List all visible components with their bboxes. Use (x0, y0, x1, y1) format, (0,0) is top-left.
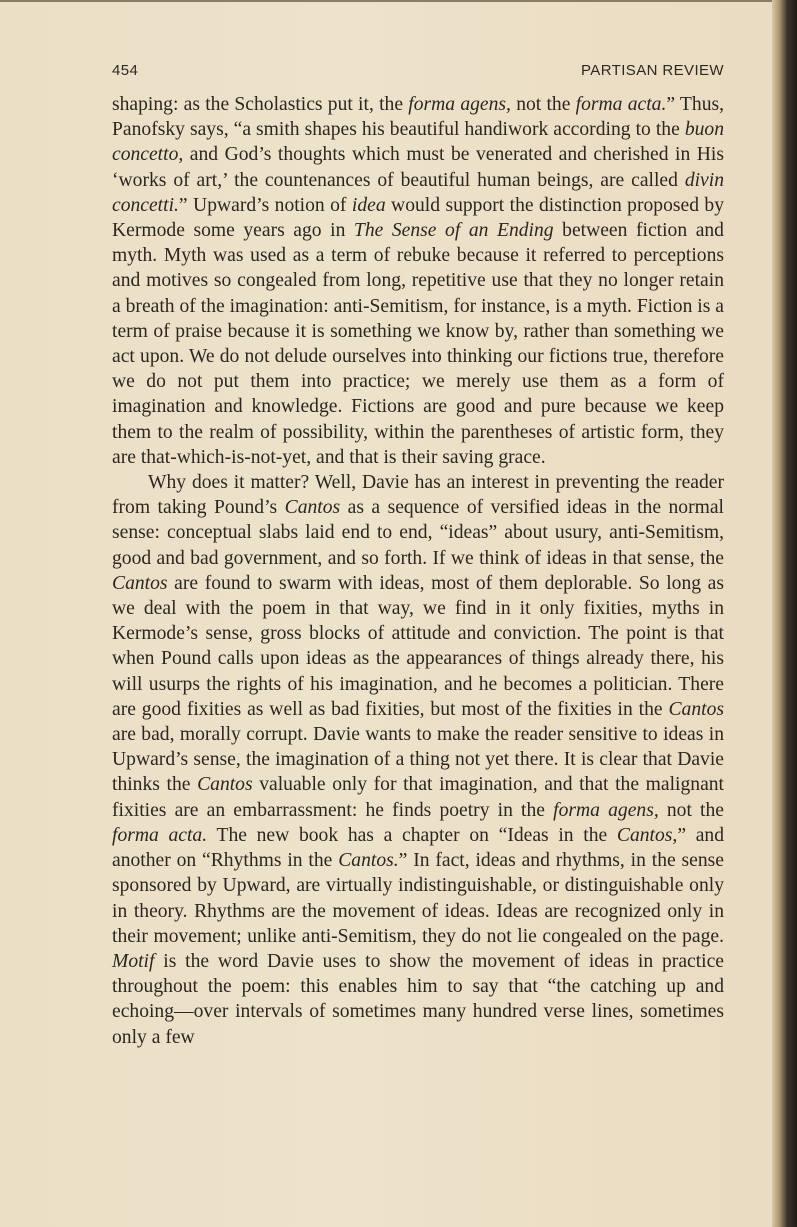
text-run: and God’s thoughts which must be venerated and cherished in His ‘works of art,’ the countenances of beautiful human beings, are called (112, 144, 724, 191)
top-edge-rule (0, 0, 772, 2)
text-run: shaping: as the Scholastics put it, the (112, 94, 409, 115)
text-run: between fiction and myth. Myth was used as a term of rebuke because it referred to perceptions and motives so congealed from long, repetitive use that they no longer retain a breath of the imagination: anti-Semitism, for instance, is a myth. Fiction is a term of praise because it is something we know by, rather than something we act upon. We do not delude ourselves into thinking our fictions true, therefore we do not put them into practice; we merely use them as a form of imagination and knowledge. Fictions are good and pure because we keep them to the realm of possibility, within the parentheses of artistic form, they are that-which-is-not-yet, and that is their saving grace. (112, 220, 724, 468)
page-header (112, 62, 724, 86)
paragraph (112, 470, 724, 1050)
italic-text-run: divin concetti. (112, 169, 724, 216)
italic-text-run: forma agens, (408, 94, 511, 115)
text-run: is the word Davie uses to show the movement of ideas in practice throughout the poem: this enables him to say that “the catching up and echoing—over intervals of sometimes many hundred verse lines, sometimes only a few (112, 950, 724, 1048)
italic-text-run: idea (351, 194, 386, 216)
text-run: ” Upward’s notion of (178, 194, 352, 216)
italic-text-run: Motif (112, 950, 155, 972)
text-run: Why does it matter? Well, Davie has an interest in preventing the reader from taking Pound’s (112, 472, 724, 519)
text-run: not the (510, 94, 576, 115)
text-run: ” and another on “Rhythms in the (112, 824, 724, 872)
text-run: valuable only for that imagination, and that the malignant fixities are an embarrassment: he finds poetry in the (112, 774, 725, 821)
book-gutter-shadow (772, 0, 797, 1227)
running-head: PARTISAN REVIEW (581, 62, 724, 79)
italic-text-run: The Sense of an Ending (353, 220, 554, 242)
text-run: not the (658, 799, 724, 821)
page-number: 454 (112, 62, 139, 79)
italic-text-run: forma acta. (575, 94, 667, 115)
italic-text-run: Cantos (284, 497, 341, 519)
italic-text-run: Cantos (197, 774, 253, 796)
text-run: would support the distinction proposed by Kermode some years ago in (112, 194, 725, 242)
body-text (112, 92, 724, 1050)
italic-text-run: forma agens, (553, 799, 659, 821)
italic-text-run: Cantos, (616, 824, 678, 846)
text-run: ” Thus, Panofsky says, “a smith shapes his beautiful handiwork according to the (112, 94, 725, 141)
text-run: are bad, morally corrupt. Davie wants to make the reader sensitive to ideas in Upward’s sense, the imagination of a thing not yet there. It is clear that Davie thinks the (112, 724, 724, 796)
text-run: The new book has a chapter on “Ideas in the (207, 824, 617, 846)
italic-text-run: buon concetto, (112, 119, 724, 166)
italic-text-run: Cantos (112, 572, 168, 594)
text-run: are found to swarm with ideas, most of them deplorable. So long as we deal with the poem in that way, we find in it only fixities, myths in Kermode’s sense, gross blocks of attitude and conviction. The point is that when Pound calls upon ideas as the appearances of things already there, his will usurps the rights of his imagination, and he becomes a politician. There are good fixities as well as bad fixities, but most of the fixities in the (112, 572, 724, 720)
text-run: as a sequence of versified ideas in the normal sense: conceptual slabs laid end to end, “ideas” about usury, anti-Semitism, good and bad government, and so forth. If we think of ideas in that sense, the (112, 497, 724, 569)
italic-text-run: Cantos. (338, 850, 399, 872)
text-run: ” In fact, ideas and rhythms, in the sense sponsored by Upward, are virtually indistinguishable, or distinguishable only in theory. Rhythms are the movement of ideas. Ideas are recognized only in their movement; unlike anti-Semitism, they do not lie congealed on the page. (112, 850, 724, 947)
italic-text-run: Cantos (668, 698, 724, 720)
italic-text-run: forma acta. (112, 824, 208, 846)
paragraph (112, 92, 724, 470)
